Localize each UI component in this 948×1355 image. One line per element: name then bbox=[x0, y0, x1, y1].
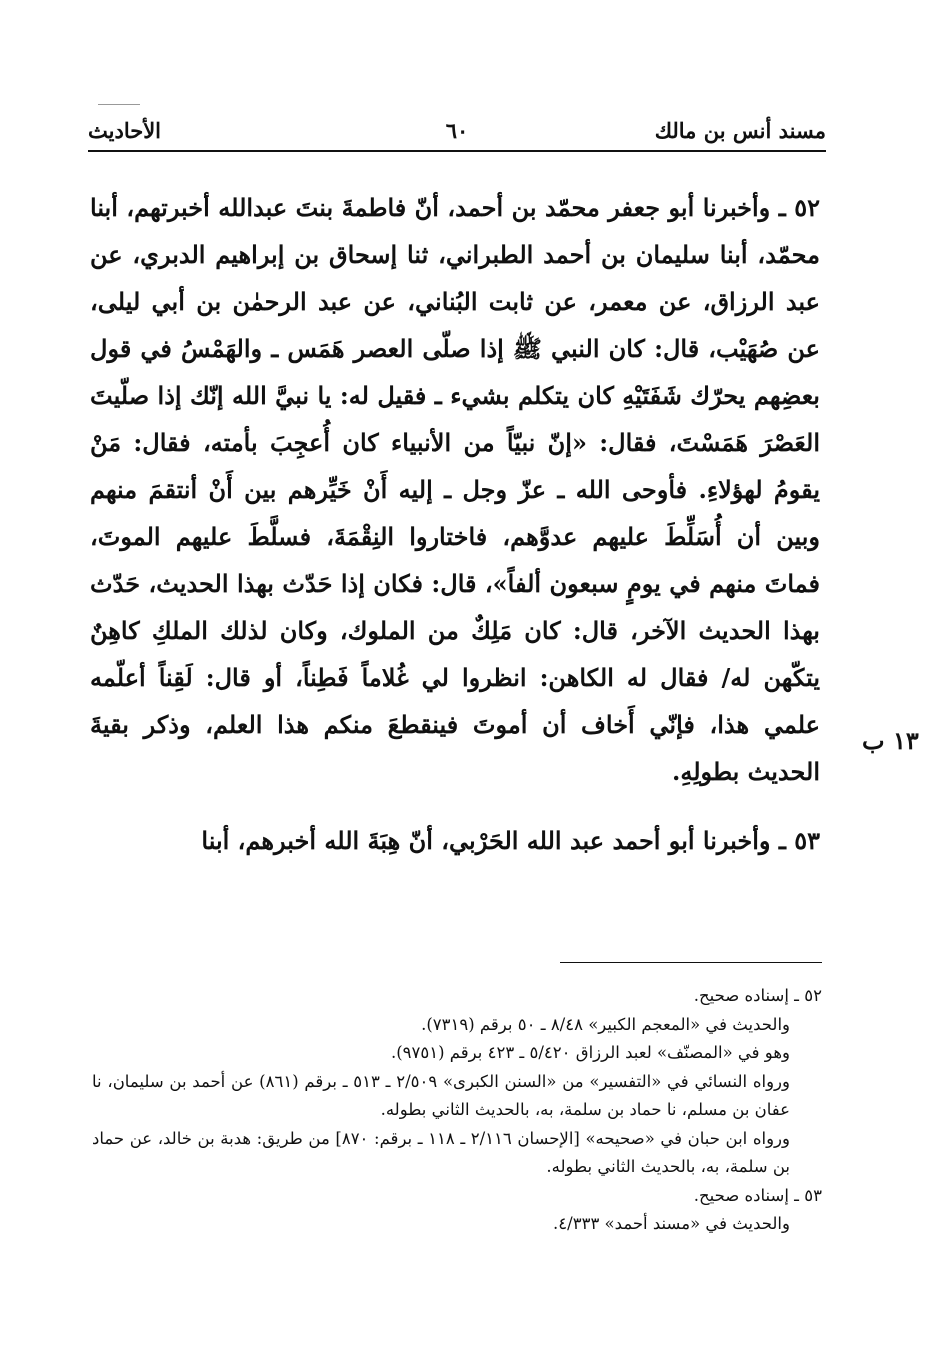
section-title: الأحاديث bbox=[88, 118, 162, 143]
footnote-separator bbox=[560, 962, 822, 963]
hadith-number: ٥٢ bbox=[794, 193, 820, 222]
footnote-line: والحديث في «مسند أحمد» ٤/٣٣٣. bbox=[553, 1214, 790, 1233]
header-rule bbox=[88, 150, 826, 152]
footnote-line: ٥٢ ـ إسناده صحيح. bbox=[693, 986, 822, 1005]
book-title: مسند أنس بن مالك bbox=[654, 118, 826, 143]
running-header bbox=[88, 110, 826, 150]
footnote-line: والحديث في «المعجم الكبير» ٨/٤٨ ـ ٥٠ برقم (٧٣١٩). bbox=[421, 1014, 790, 1034]
footnote-line: ورواه النسائي في «التفسير» من «السنن الكبرى» ٢/٥٠٩ ـ ٥١٣ ـ برقم (٨٦١) عن أحمد بن سليمان، نا عفان بن مسلم، نا حماد بن سلمة، به، بالحديث الثاني بطوله. bbox=[92, 1071, 790, 1119]
footnote-line: وهو في «المصنّف» لعبد الرزاق ٥/٤٢٠ ـ ٤٢٣ برقم (٩٧٥١). bbox=[390, 1043, 790, 1062]
manuscript-folio-marker: ١٣ ب bbox=[862, 726, 919, 755]
page-number: ٦٠ bbox=[445, 118, 469, 143]
hadith-text: ـ وأخبرنا أبو جعفر محمّد بن أحمد، أنّ فاطمةَ بنتَ عبدالله أخبرتهم، أبنا محمّد، أبنا سليمان بن أحمد الطبراني، ثنا إسحاق بن إبراهيم الدبري، عن عبد الرزاق، عن معمر، عن ثابت البُناني، عن عبد الرحمٰن بن أبي ليلى، عن صُهَيْب، قال: كان النبي ﷺ إذا صلّى العصر هَمَس ـ والهَمْسُ في قول بعضِهم يحرّك شَفَتَيْهِ كان يتكلم بشيء ـ فقيل له: يا نبيَّ الله إنّك إذا صلّيتَ العَصْرَ هَمَسْتَ، فقال: «إنّ نبيّاً من الأنبياء كان أُعجِبَ بأمته، فقال: مَنْ يقومُ لهؤلاءِ. فأوحى الله ـ عزّ وجل ـ إليه أَنْ خَيِّرهم بين أَنْ أنتقمَ منهم وبين أن أُسَلِّطَ عليهم عدوَّهم، فاختاروا النِقْمَةَ، فسلَّطَ عليهم الموتَ، فماتَ منهم في يومٍ سبعون ألفاً»، قال: فكان إذا حَدّث بهذا الحديث، حَدّث بهذا الحديث الآخر، قال: كان مَلِكٌ من الملوك، وكان لذلك الملكِ كاهِنٌ يتكّهن له/ فقال له الكاهن: انظروا لي غُلاماً فَطِناً، أو قال: لَقِناً أعلّمه علمي هذا، فإنّي أَخاف أن أموتَ فينقطعَ منكم هذا العلم، وذكر بقيةَ الحديث بطولِهِ. bbox=[90, 193, 820, 786]
main-text bbox=[90, 184, 820, 886]
footnote-line: ٥٣ ـ إسناده صحيح. bbox=[693, 1185, 822, 1205]
hadith-text: ـ وأخبرنا أبو أحمد عبد الله الحَرْبي، أنّ هِبَةَ الله أخبرهم، أبنا bbox=[201, 826, 786, 855]
hadith-paragraph bbox=[90, 184, 820, 795]
header-ornament bbox=[98, 104, 140, 105]
footnote-line: ورواه ابن حبان في «صحيحه» [الإحسان ٢/١١٦ ـ ١١٨ ـ برقم: ٨٧٠] من طريق: هدبة بن خالد، عن حماد بن سلمة، به، بالحديث الثاني بطوله. bbox=[92, 1128, 790, 1176]
footnotes bbox=[92, 982, 822, 1239]
hadith-number: ٥٣ bbox=[794, 826, 820, 855]
hadith-paragraph bbox=[90, 817, 820, 864]
